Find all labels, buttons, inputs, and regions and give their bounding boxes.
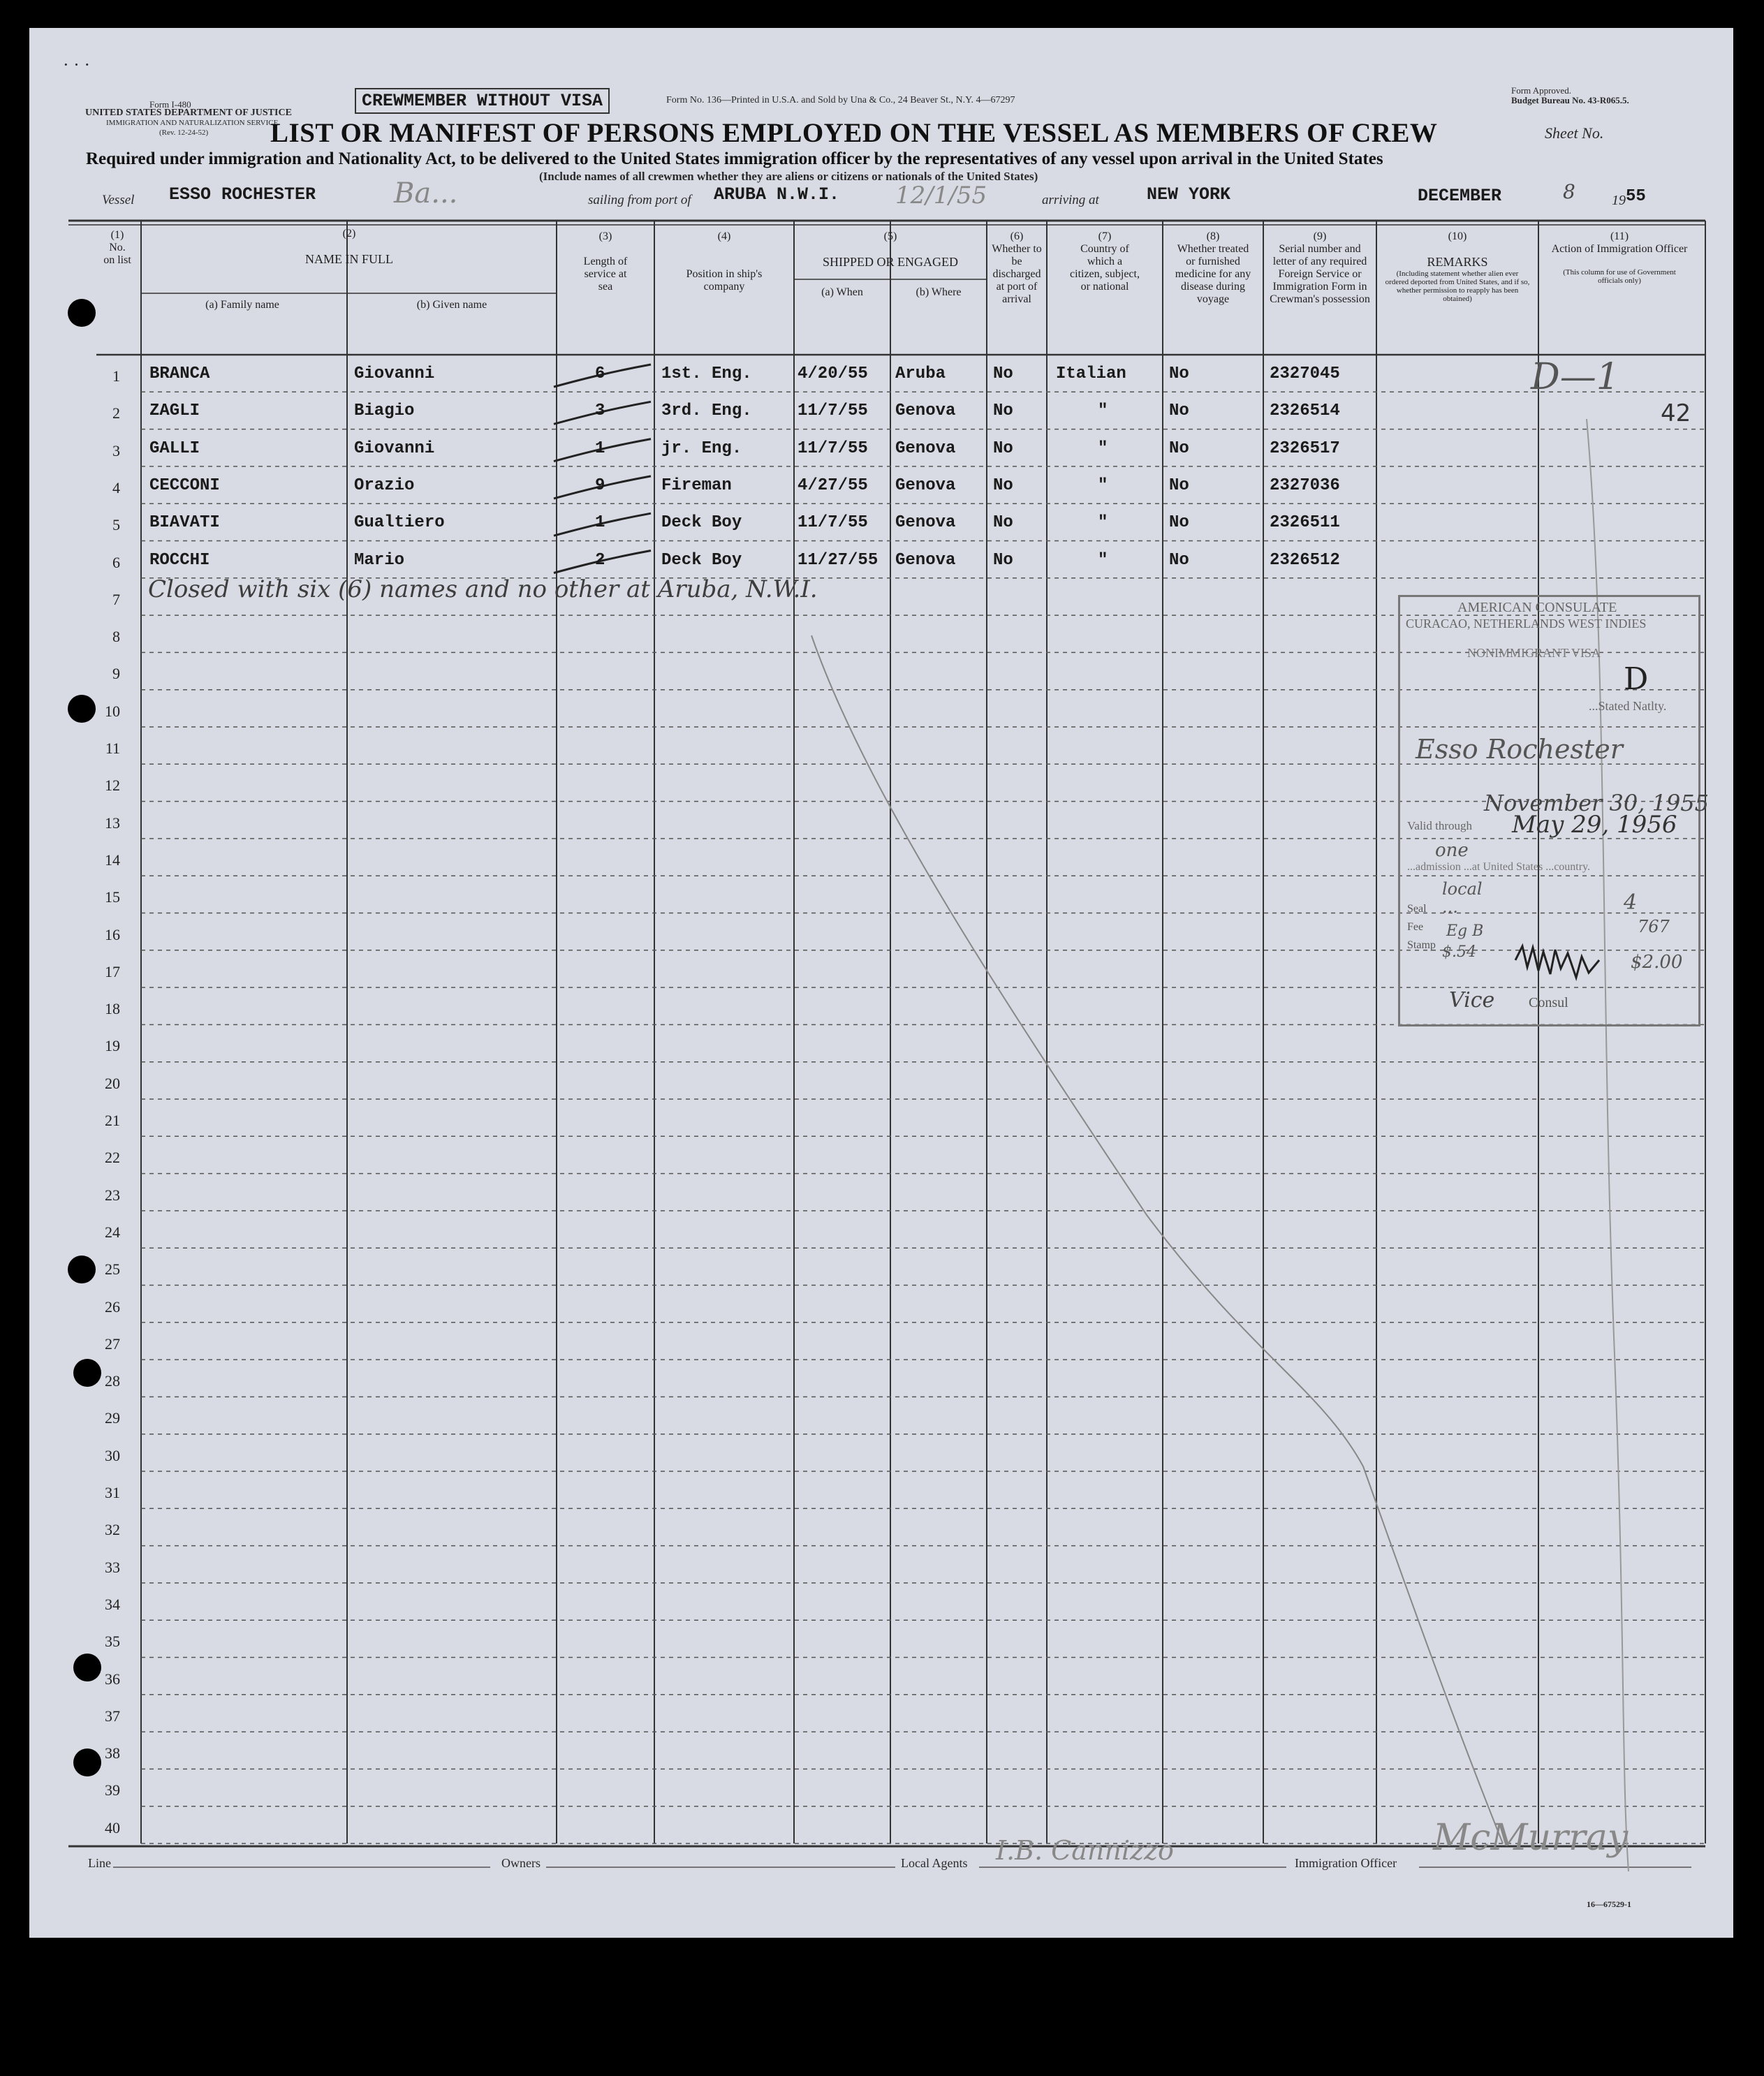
- binder-hole: [73, 1654, 101, 1681]
- crew-service: 1: [595, 513, 605, 533]
- col3-header: (3) Length of service at sea: [583, 230, 628, 293]
- arrival-port: NEW YORK: [1147, 184, 1231, 205]
- row-number: 2: [112, 404, 120, 422]
- row-number: 1: [112, 367, 120, 385]
- form-number: Form I-480: [149, 99, 191, 110]
- crew-family: ZAGLI: [149, 402, 200, 421]
- crew-treated: No: [1169, 365, 1189, 383]
- row-number: 8: [112, 628, 120, 646]
- footer-code: 16—67529-1: [1587, 1899, 1631, 1909]
- row-number: 7: [112, 590, 120, 608]
- row-number: 28: [105, 1372, 120, 1390]
- crew-serial: 2327036: [1270, 476, 1340, 495]
- row-number: 18: [105, 1000, 120, 1018]
- row-number: 21: [105, 1112, 120, 1129]
- crew-when: 4/27/55: [798, 476, 868, 495]
- crew-service: 9: [595, 476, 605, 495]
- crew-where: Genova: [895, 513, 956, 533]
- crew-country: ": [1098, 513, 1108, 533]
- row-number: 15: [105, 888, 120, 906]
- crew-where: Genova: [895, 476, 956, 495]
- stamp-consul-label: Consul: [1529, 995, 1568, 1010]
- crew-serial: 2326517: [1270, 439, 1340, 458]
- footer-officer-label: Immigration Officer: [1295, 1856, 1397, 1870]
- row-number: 16: [105, 925, 120, 943]
- crew-treated: No: [1169, 550, 1189, 570]
- crew-position: jr. Eng.: [661, 439, 742, 458]
- footer-owners-label: Owners: [501, 1856, 541, 1870]
- stamp-entries: one: [1435, 840, 1469, 861]
- crew-country: ": [1098, 439, 1108, 458]
- crew-given: Mario: [354, 550, 405, 570]
- crew-family: ROCCHI: [149, 550, 210, 570]
- stamp-amount-1: 4: [1624, 890, 1638, 915]
- form-subtitle: Required under immigration and Nationality Act, to be delivered to the United States immigration officer by the representatives of any vessel upon arrival in the United States: [86, 149, 1383, 168]
- row-number: 24: [105, 1223, 120, 1241]
- row-number: 20: [105, 1074, 120, 1092]
- port-handwriting: 12/1/55: [895, 182, 987, 209]
- crew-discharge: No: [993, 513, 1013, 533]
- arriving-label: arriving at: [1042, 193, 1099, 207]
- stamp-amount-3: $2.00: [1631, 952, 1683, 973]
- crew-family: BRANCA: [149, 365, 210, 383]
- approval-line-2: Budget Bureau No. 43-R065.5.: [1511, 95, 1629, 105]
- fee-note-3: Eg B: [1446, 922, 1484, 940]
- col5a-header: (a) When: [821, 286, 863, 298]
- stamp-fee-label: Fee: [1407, 921, 1424, 933]
- crew-where: Genova: [895, 402, 956, 421]
- row-number: 25: [105, 1260, 120, 1279]
- crew-where: Genova: [895, 439, 956, 458]
- row-number: 26: [105, 1297, 120, 1316]
- col5b-header: (b) Where: [916, 286, 962, 298]
- arrival-day: 8: [1563, 180, 1575, 203]
- row-number: 32: [105, 1521, 120, 1539]
- include-note: (Include names of all crewmen whether they are aliens or citizens or nationals of the United States): [539, 170, 1038, 183]
- corner-mark: · · ·: [63, 54, 90, 75]
- footer-line-label: Line: [88, 1856, 111, 1870]
- row-number: 10: [105, 702, 120, 720]
- crew-given: Giovanni: [354, 365, 435, 383]
- crew-where: Aruba: [895, 365, 946, 383]
- stamp-seal-label: Seal: [1407, 903, 1427, 915]
- year-prefix: 19: [1612, 193, 1626, 208]
- row-number: 35: [105, 1633, 120, 1651]
- crew-given: Gualtiero: [354, 513, 445, 533]
- crew-service: 1: [595, 439, 605, 458]
- printer-line: Form No. 136—Printed in U.S.A. and Sold by Una & Co., 24 Beaver St., N.Y. 4—67297: [666, 95, 1015, 105]
- binder-hole: [73, 1359, 101, 1387]
- col2-header: (2) NAME IN FULL: [305, 228, 393, 266]
- crew-service: 6: [595, 365, 605, 383]
- col9-header: (9) Serial number and letter of any required Foreign Service or Immigration Form in Crewman's possession: [1270, 230, 1370, 305]
- col5-header: (5) SHIPPED OR ENGAGED: [822, 230, 958, 269]
- row-number: 34: [105, 1595, 120, 1613]
- row-number: 23: [105, 1186, 120, 1204]
- stamp-natlty: ...Stated Natlty.: [1589, 699, 1667, 713]
- binder-hole: [68, 299, 96, 327]
- local-agent-signature: I.B. Cannizzo: [996, 1835, 1174, 1866]
- stamp-valid-date: May 29, 1956: [1512, 811, 1677, 839]
- page-number-handwritten: 42: [1661, 399, 1691, 427]
- crew-position: Fireman: [661, 476, 732, 495]
- crew-service: 3: [595, 402, 605, 421]
- binder-hole: [73, 1749, 101, 1776]
- fee-note-1: local: [1442, 879, 1483, 899]
- vessel-name: ESSO ROCHESTER: [169, 184, 316, 205]
- row-number: 3: [112, 441, 120, 459]
- stamp-issued-date: November 30, 1955: [1484, 790, 1710, 816]
- crew-where: Genova: [895, 550, 956, 570]
- stamp-line-3: NONIMMIGRANT VISA: [1467, 646, 1601, 660]
- crew-treated: No: [1169, 513, 1189, 533]
- crew-position: Deck Boy: [661, 513, 742, 533]
- fee-note-4: $.54: [1442, 943, 1476, 961]
- stamp-line-2: CURACAO, NETHERLANDS WEST INDIES: [1406, 617, 1647, 631]
- crew-when: 11/7/55: [798, 402, 868, 421]
- row-number: 31: [105, 1484, 120, 1501]
- department: UNITED STATES DEPARTMENT OF JUSTICE: [85, 108, 292, 118]
- crew-family: GALLI: [149, 439, 200, 458]
- crew-serial: 2326514: [1270, 402, 1340, 421]
- crew-when: 11/7/55: [798, 439, 868, 458]
- stamp-line-1: AMERICAN CONSULATE: [1457, 600, 1617, 615]
- row-number: 14: [105, 851, 120, 869]
- row-number: 17: [105, 962, 120, 980]
- col10-header: (10) REMARKS (Including statement whether alien ever ordered deported from United States, and if so, whether permission to reapply has been obtained): [1385, 230, 1530, 303]
- crew-country: Italian: [1056, 365, 1126, 383]
- binder-hole: [68, 1256, 96, 1283]
- crew-family: BIAVATI: [149, 513, 220, 533]
- row-number: 13: [105, 814, 120, 832]
- col1-header: (1) No. on list: [103, 229, 131, 266]
- row-number: 36: [105, 1670, 120, 1688]
- form-revision: (Rev. 12-24-52): [159, 128, 209, 137]
- sheet-label: Sheet No.: [1545, 124, 1604, 142]
- row-number: 39: [105, 1781, 120, 1799]
- stamp-valid-label: Valid through: [1407, 819, 1473, 832]
- col2b-header: (b) Given name: [416, 299, 487, 311]
- crew-given: Giovanni: [354, 439, 435, 458]
- crew-family: CECCONI: [149, 476, 220, 495]
- crew-position: 1st. Eng.: [661, 365, 752, 383]
- crew-discharge: No: [993, 402, 1013, 421]
- approval-line-1: Form Approved.: [1511, 85, 1571, 96]
- binder-hole: [68, 695, 96, 723]
- col11-header: (11) Action of Immigration Officer (This column for use of Government officials only): [1551, 230, 1688, 285]
- crew-service: 2: [595, 550, 605, 570]
- row-number: 29: [105, 1409, 120, 1427]
- arrival-year: 55: [1626, 187, 1646, 206]
- crew-discharge: No: [993, 439, 1013, 458]
- crew-when: 4/20/55: [798, 365, 868, 383]
- crewmember-box: CREWMEMBER WITHOUT VISA: [355, 88, 610, 114]
- form-title: LIST OR MANIFEST OF PERSONS EMPLOYED ON THE VESSEL AS MEMBERS OF CREW: [270, 118, 1438, 148]
- col2a-header: (a) Family name: [205, 299, 279, 311]
- vessel-handwriting: Ba...: [394, 177, 458, 209]
- crew-country: ": [1098, 550, 1108, 570]
- crew-treated: No: [1169, 476, 1189, 495]
- footer-agents-label: Local Agents: [901, 1856, 968, 1870]
- row-number: 11: [105, 739, 120, 757]
- crew-given: Orazio: [354, 476, 415, 495]
- crew-country: ": [1098, 476, 1108, 495]
- col6-header: (6) Whether to be discharged at port of arrival: [992, 230, 1042, 305]
- row-number: 6: [112, 553, 120, 571]
- crew-when: 11/7/55: [798, 513, 868, 533]
- crew-position: 3rd. Eng.: [661, 402, 752, 421]
- col4-header: (4) Position in ship's company: [686, 230, 763, 293]
- row-number: 22: [105, 1149, 120, 1167]
- stamp-vice-consul: Vice: [1449, 988, 1495, 1013]
- crew-discharge: No: [993, 550, 1013, 570]
- crew-treated: No: [1169, 439, 1189, 458]
- closing-note: Closed with six (6) names and no other at Aruba, N.W.I.: [148, 575, 818, 603]
- stamp-stamp-label: Stamp: [1407, 939, 1436, 951]
- visa-class: D: [1624, 661, 1649, 697]
- row-number: 30: [105, 1446, 120, 1464]
- crew-serial: 2327045: [1270, 365, 1340, 383]
- sailing-label: sailing from port of: [588, 193, 691, 207]
- crew-discharge: No: [993, 365, 1013, 383]
- crew-serial: 2326512: [1270, 550, 1340, 570]
- row-number: 5: [112, 516, 120, 534]
- row-number: 12: [105, 776, 120, 795]
- stamp-admission-text: ...admission ...at United States ...country.: [1407, 861, 1591, 873]
- stamp-vessel: Esso Rochester: [1416, 734, 1623, 765]
- row-number: 33: [105, 1558, 120, 1576]
- row-number: 40: [105, 1818, 120, 1836]
- crew-given: Biagio: [354, 402, 415, 421]
- row-number: 37: [105, 1707, 120, 1725]
- consulate-visa-stamp: [1398, 595, 1710, 1026]
- crew-serial: 2326511: [1270, 513, 1340, 533]
- consul-signature-scribble: [1512, 939, 1610, 988]
- manifest-sheet: [29, 28, 1733, 1938]
- row-number: 9: [112, 665, 120, 683]
- arrival-month: DECEMBER: [1418, 186, 1502, 206]
- crew-position: Deck Boy: [661, 550, 742, 570]
- fee-note-2: ...: [1442, 897, 1458, 917]
- col8-header: (8) Whether treated or furnished medicine for any disease during voyage: [1175, 230, 1251, 305]
- crew-country: ": [1098, 402, 1108, 421]
- crew-when: 11/27/55: [798, 550, 879, 570]
- stamp-amount-2: 767: [1638, 917, 1670, 936]
- service: IMMIGRATION AND NATURALIZATION SERVICE: [106, 119, 279, 127]
- crew-discharge: No: [993, 476, 1013, 495]
- action-mark: D—1: [1531, 356, 1619, 398]
- crew-treated: No: [1169, 402, 1189, 421]
- row-number: 38: [105, 1744, 120, 1762]
- row-number: 19: [105, 1037, 120, 1055]
- immigration-officer-signature: McMurray: [1433, 1817, 1629, 1859]
- port-of-departure: ARUBA N.W.I.: [714, 184, 840, 205]
- row-number: 27: [105, 1334, 120, 1353]
- vessel-label: Vessel: [102, 193, 135, 207]
- col7-header: (7) Country of which a citizen, subject, or national: [1070, 230, 1140, 293]
- row-number: 4: [112, 478, 120, 496]
